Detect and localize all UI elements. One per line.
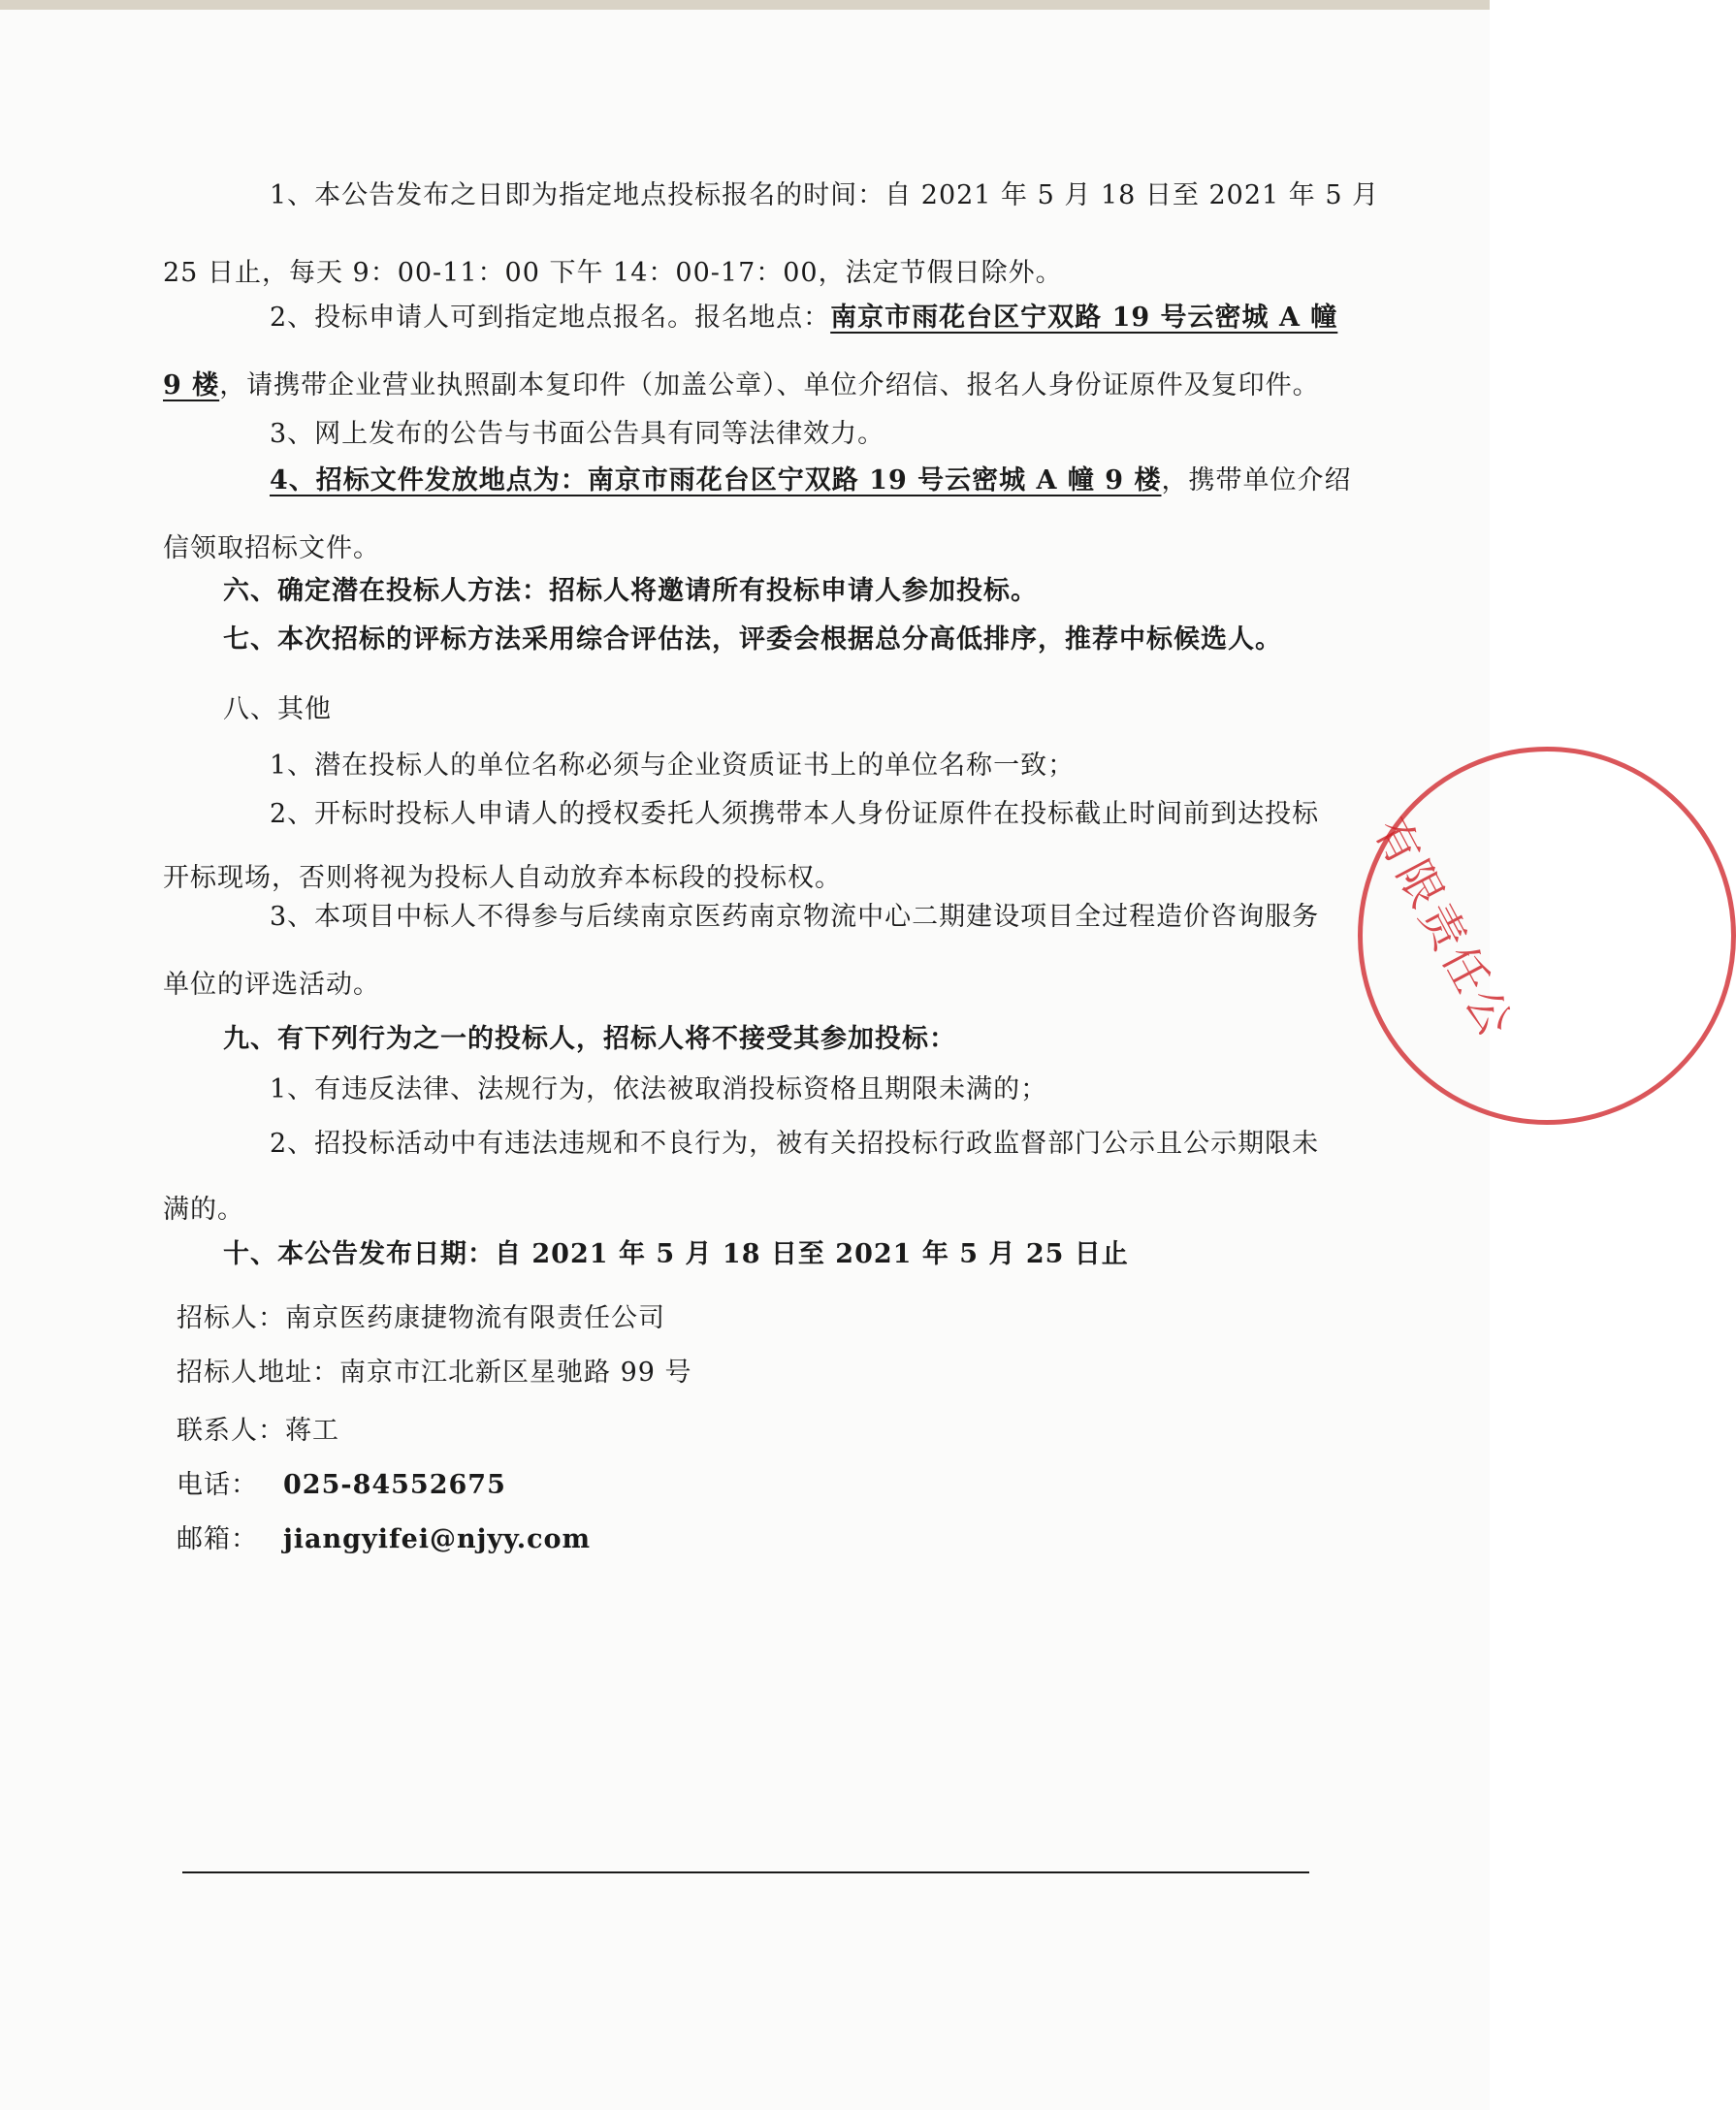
phone-label: 电话： (177, 1470, 258, 1500)
p2-suffix: ，请携带企业营业执照副本复印件（加盖公章）、单位介绍信、报名人身份证原件及复印件。 (219, 370, 1320, 400)
p2-prefix: 2、投标申请人可到指定地点报名。报名地点： (270, 303, 831, 333)
email-line (177, 1520, 591, 1559)
section-9-item-2-line1: 2、招投标活动中有违法违规和不良行为，被有关招投标行政监督部门公示且公示期限未 (270, 1129, 1320, 1159)
p4-rest: ，携带单位介绍 (1161, 465, 1352, 496)
section-9: 九、有下列行为之一的投标人，招标人将不接受其参加投标： (223, 1024, 956, 1054)
tenderer-line (177, 1299, 665, 1338)
p2-address: 南京市雨花台区宁双路 19 号云密城 A 幢 (830, 303, 1338, 333)
p1-line2: 25 日止，每天 9：00-11：00 下午 14：00-17：00，法定节假日除外。 (163, 258, 1063, 288)
section-9-item-2-line2: 满的。 (163, 1195, 244, 1225)
p4-underlined: 4、招标文件发放地点为：南京市雨花台区宁双路 19 号云密城 A 幢 9 楼 (270, 465, 1162, 496)
section-10: 十、本公告发布日期：自 2021 年 5 月 18 日至 2021 年 5 月 25 日止 (223, 1239, 1129, 1269)
p2-address-cont: 9 楼 (163, 370, 220, 400)
p3: 3、网上发布的公告与书面公告具有同等法律效力。 (270, 419, 885, 449)
email-value: jiangyifei@njyy.com (283, 1524, 592, 1554)
company-seal-text: 有限责任公 (1364, 809, 1525, 1048)
address-value: 南京市江北新区星驰路 99 号 (339, 1358, 692, 1388)
contact-label: 联系人： (177, 1416, 285, 1446)
bottom-divider (182, 1871, 1309, 1873)
tenderer-name: 南京医药康捷物流有限责任公司 (285, 1303, 665, 1333)
section-8-item-2-line1: 2、开标时投标人申请人的授权委托人须携带本人身份证原件在投标截止时间前到达投标 (270, 799, 1320, 829)
tenderer-label: 招标人： (177, 1303, 285, 1333)
phone-line (177, 1466, 506, 1505)
page-top-edge (0, 0, 1490, 10)
section-7: 七、本次招标的评标方法采用综合评估法，评委会根据总分高低排序，推荐中标候选人。 (223, 624, 1282, 655)
section-9-item-1: 1、有违反法律、法规行为，依法被取消投标资格且期限未满的； (270, 1074, 1048, 1104)
phone-value: 025-84552675 (283, 1470, 506, 1500)
p1-line1: 1、本公告发布之日即为指定地点投标报名的时间：自 2021 年 5 月 18 日至 2021 年 5 月 (270, 180, 1380, 210)
address-line (177, 1354, 692, 1392)
p4-line1 (270, 462, 1352, 500)
email-label: 邮箱： (177, 1524, 258, 1554)
section-8-heading: 八、其他 (223, 694, 332, 724)
contact-person-line (177, 1412, 339, 1451)
p2-line2 (163, 367, 1320, 405)
p2-line1 (270, 299, 1337, 337)
section-8-item-1: 1、潜在投标人的单位名称必须与企业资质证书上的单位名称一致； (270, 751, 1076, 781)
section-8-item-2-line2: 开标现场，否则将视为投标人自动放弃本标段的投标权。 (163, 863, 842, 893)
section-8-item-3-line2: 单位的评选活动。 (163, 970, 380, 1000)
section-6: 六、确定潜在投标人方法：招标人将邀请所有投标申请人参加投标。 (223, 576, 1038, 606)
p4-line2: 信领取招标文件。 (163, 533, 380, 563)
section-8-item-3-line1: 3、本项目中标人不得参与后续南京医药南京物流中心二期建设项目全过程造价咨询服务 (270, 902, 1320, 932)
address-label: 招标人地址： (177, 1358, 339, 1388)
contact-value: 蒋工 (285, 1416, 339, 1446)
